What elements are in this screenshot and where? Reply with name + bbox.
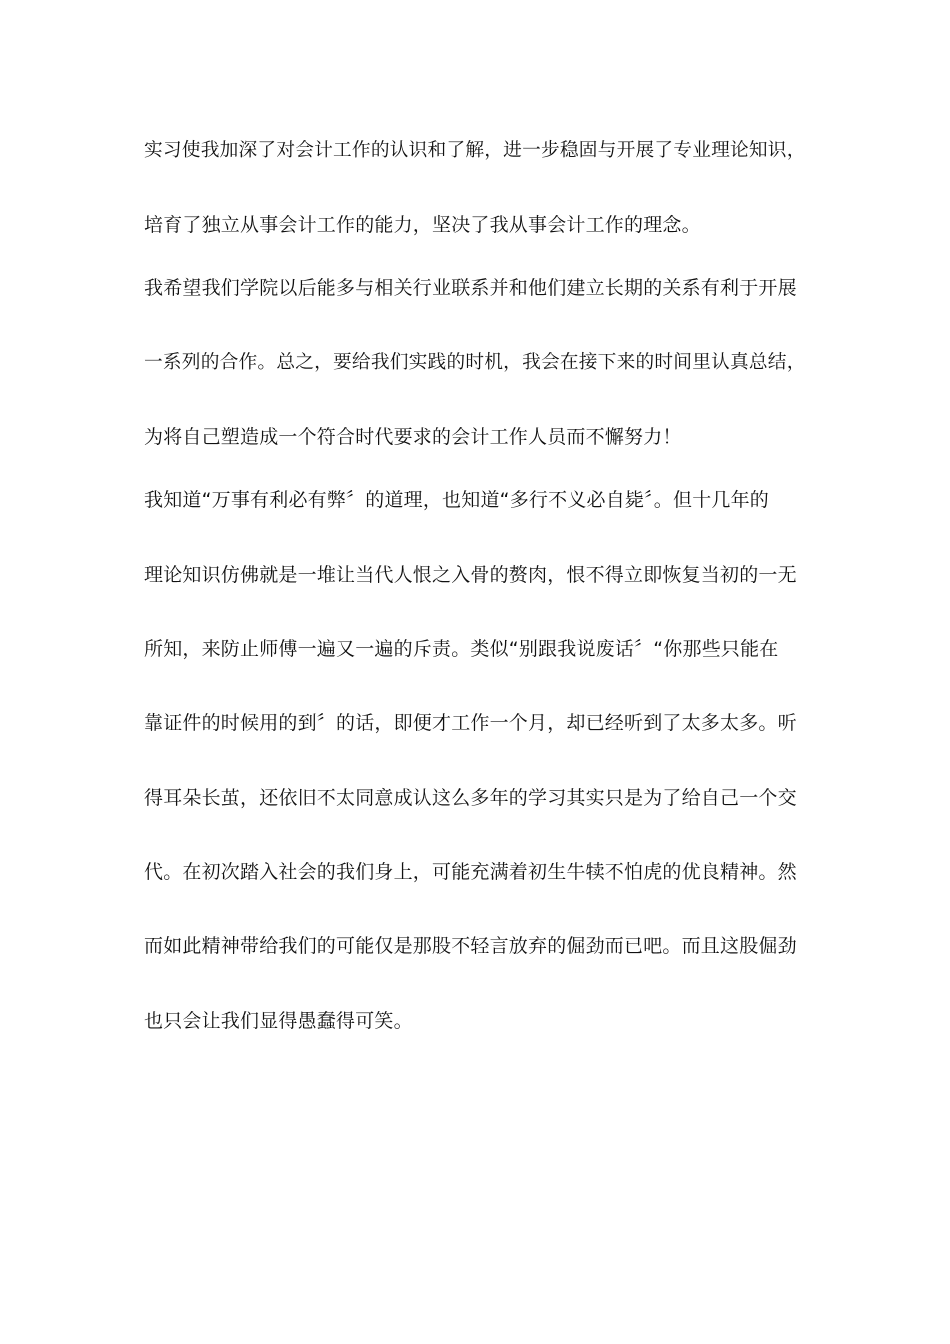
- text-line: 一系列的合作。总之，要给我们实践的时机，我会在接下来的时间里认真总结，: [144, 352, 806, 373]
- text-line: 为将自己塑造成一个符合时代要求的会计工作人员而不懈努力！: [144, 426, 682, 448]
- text-line: 我希望我们学院以后能多与相关行业联系并和他们建立长期的关系有利于开展: [144, 277, 797, 299]
- text-line: 所知，来防止师傅一遍又一遍的斥责。类似“别跟我说废话〞“你那些只能在: [144, 638, 779, 660]
- text-line: 而如此精神带给我们的可能仅是那股不轻言放弃的倔劲而已吧。而且这股倔劲: [144, 935, 797, 957]
- text-line: 代。在初次踏入社会的我们身上，可能充满着初生牛犊不怕虎的优良精神。然: [144, 861, 797, 883]
- text-line: 培育了独立从事会计工作的能力，坚决了我从事会计工作的理念。: [144, 214, 701, 236]
- text-line: 我知道“万事有利必有弊〞的道理，也知道“多行不义必自毙〞。但十几年的: [144, 489, 769, 511]
- text-line: 也只会让我们显得愚蠢得可笑。: [144, 1010, 413, 1032]
- text-line: 靠证件的时候用的到〞的话，即便才工作一个月，却已经听到了太多太多。听: [144, 712, 797, 734]
- text-line: 得耳朵长茧，还依旧不太同意成认这么多年的学习其实只是为了给自己一个交: [144, 787, 797, 809]
- text-line: 实习使我加深了对会计工作的认识和了解，进一步稳固与开展了专业理论知识，: [144, 140, 806, 161]
- text-line: 理论知识仿佛就是一堆让当代人恨之入骨的赘肉，恨不得立即恢复当初的一无: [144, 564, 797, 586]
